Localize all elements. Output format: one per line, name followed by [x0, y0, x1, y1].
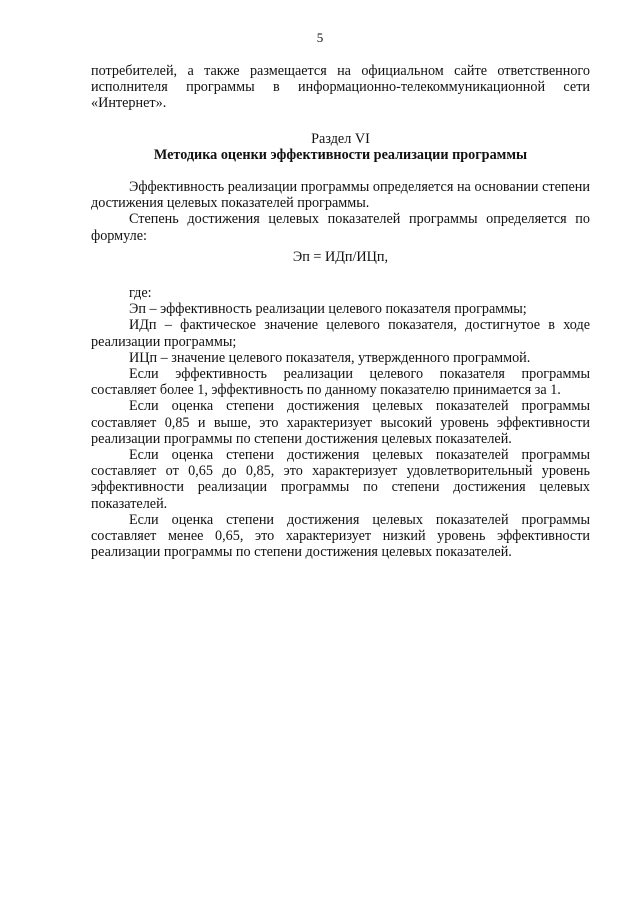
- page-number: 5: [316, 30, 324, 45]
- paragraph-low-level: Если оценка степени достижения целевых показателей программы составляет менее 0,65, это характеризует низкий уровень эффективности реализации программы по степени достижения целевых показателей.: [91, 511, 590, 561]
- intro-paragraph: потребителей, а также размещается на официальном сайте ответственного исполнителя программы в информационно-телекоммуникационной сети «Интернет».: [91, 63, 590, 112]
- paragraph-efficiency: Эффективность реализации программы определяется на основании степени достижения целевых показателей программы.: [91, 179, 590, 212]
- section-heading: Раздел VI: [311, 130, 370, 147]
- paragraph-more-than-one: Если эффективность реализации целевого показателя программы составляет более 1, эффективность по данному показателю принимается за 1.: [91, 366, 590, 399]
- document-body: [91, 63, 590, 560]
- definition-icp: ИЦп – значение целевого показателя, утвержденного программой.: [129, 349, 531, 366]
- paragraph-high-level: Если оценка степени достижения целевых показателей программы составляет 0,85 и выше, это характеризует высокий уровень эффективности реализации программы по степени достижения целевых показателей.: [91, 398, 590, 447]
- formula: Эп = ИДп/ИЦп,: [292, 248, 389, 265]
- definition-ep: Эп – эффективность реализации целевого показателя программы;: [129, 301, 527, 318]
- section-title: Методика оценки эффективности реализации программы: [153, 146, 528, 163]
- paragraph-satisfactory-level: Если оценка степени достижения целевых показателей программы составляет от 0,65 до 0,85, это характеризует удовлетворительный уровень эффективности реализации программы по степени достижения целевых показателей.: [91, 447, 590, 512]
- paragraph-formula-intro: Степень достижения целевых показателей программы определяется по формуле:: [91, 211, 590, 244]
- where-label: где:: [129, 285, 152, 302]
- definition-idp: ИДп – фактическое значение целевого показателя, достигнутое в ходе реализации программы;: [91, 317, 590, 350]
